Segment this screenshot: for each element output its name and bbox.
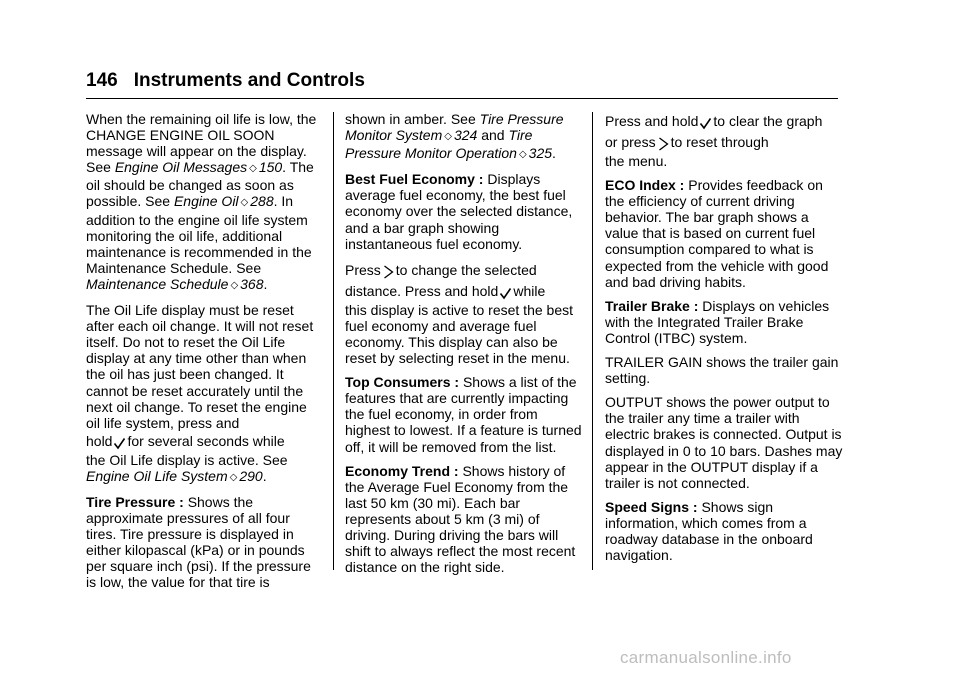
xref-engine-oil[interactable]: Engine Oil	[173, 193, 239, 210]
xref-engine-oil-life-system[interactable]: Engine Oil Life System	[86, 467, 228, 484]
term-economy-trend: Economy Trend :	[345, 462, 459, 479]
text: .	[552, 145, 556, 162]
xref-page[interactable]: 368	[240, 275, 264, 292]
text: Press and hold	[605, 113, 699, 129]
text: to clear the graph	[713, 113, 823, 129]
checkmark-icon	[112, 432, 127, 452]
diamond-ref-icon: ◇	[230, 279, 239, 291]
checkmark-icon	[698, 112, 713, 132]
section-title: Instruments and Controls	[133, 70, 365, 91]
text: the Oil Life display is active. See	[86, 451, 288, 468]
oil-life-reset-paragraph	[86, 302, 324, 486]
column-divider-2	[592, 112, 593, 570]
text: while	[513, 282, 546, 299]
text: distance. Press and hold	[345, 282, 499, 299]
column-1	[86, 111, 324, 599]
text: When the remaining oil life is low, the CHANGE ENGINE OIL SOON message will appear on the display. See	[86, 111, 317, 176]
xref-page[interactable]: 288	[250, 193, 274, 210]
term-trailer-brake: Trailer Brake :	[605, 297, 699, 314]
best-fuel-economy-reset	[345, 260, 583, 366]
diamond-ref-icon: ◇	[249, 163, 257, 175]
text: Shows a list of the features that are currently impacting the fuel economy, in order from highest to lowest. If a feature is turned off, it will be removed from the list.	[345, 374, 582, 455]
column-3	[605, 111, 843, 571]
speed-signs-paragraph	[605, 499, 843, 563]
text: .	[262, 467, 267, 484]
xref-page[interactable]: 324	[453, 127, 478, 144]
best-fuel-economy-paragraph	[345, 171, 583, 251]
diamond-ref-icon: ◇	[518, 149, 527, 161]
economy-trend-reset	[605, 111, 843, 169]
chevron-right-icon	[381, 261, 396, 281]
text: or press	[605, 134, 656, 150]
column-divider-1	[333, 112, 334, 570]
diamond-ref-icon: ◇	[229, 471, 238, 483]
diamond-ref-icon: ◇	[444, 131, 452, 143]
eco-index-paragraph	[605, 177, 843, 290]
chevron-right-icon	[656, 133, 671, 153]
text: The Oil Life display must be reset after each oil change. It will not reset itself. Do not to reset the Oil Life display at any time other than when the oil has just been changed. It cannot be reset accurately until the next oil change. To reset the engine oil life system, press and	[86, 302, 314, 431]
term-speed-signs: Speed Signs :	[605, 498, 698, 515]
term-top-consumers: Top Consumers :	[345, 374, 460, 391]
text: Press	[345, 261, 381, 278]
text: and	[481, 127, 505, 144]
xref-tire-pressure-monitor-system[interactable]: Tire Pressure Monitor System	[345, 111, 564, 144]
page-number: 146	[86, 70, 118, 91]
page-header	[86, 70, 838, 92]
top-consumers-paragraph	[345, 374, 583, 454]
xref-page[interactable]: 290	[239, 467, 263, 484]
tire-pressure-paragraph	[86, 494, 324, 591]
xref-tire-pressure-monitor-operation[interactable]: Tire Pressure Monitor Operation	[345, 127, 533, 162]
oil-life-low-paragraph	[86, 111, 324, 294]
text: Displays on vehicles with the Integrated Trailer Brake Control (ITBC) system.	[605, 297, 830, 346]
xref-maintenance-schedule[interactable]: Maintenance Schedule	[86, 275, 229, 292]
xref-page[interactable]: 150	[258, 159, 283, 176]
text: to reset through	[670, 134, 769, 150]
trailer-brake-paragraph	[605, 298, 843, 346]
checkmark-icon	[498, 282, 513, 302]
watermark: carmanualsonline.info	[620, 648, 792, 667]
output-paragraph: OUTPUT shows the power output to the trailer any time a trailer with electric brakes is connected. Output is displayed in 0 to 10 bars. Dashes may appear in the OUTPUT display if a trailer is not connected.	[605, 394, 843, 491]
text: .	[263, 275, 268, 292]
economy-trend-paragraph	[345, 463, 583, 576]
text: Shows the approximate pressures of all four tires. Tire pressure is displayed in either kilopascal (kPa) or in pounds per square inch (psi). If the pressure is low, the value for that tire is	[86, 493, 311, 591]
term-tire-pressure: Tire Pressure :	[86, 493, 184, 510]
term-best-fuel-economy: Best Fuel Economy :	[345, 171, 484, 188]
text: Provides feedback on the efficiency of current driving behavior. The bar graph shows a value that is based on current fuel consumption compared to what is expected from the vehicle with good and bad driving habits.	[605, 177, 829, 290]
xref-page[interactable]: 325	[528, 145, 553, 162]
text: hold	[86, 432, 113, 449]
text: Shows history of the Average Fuel Economy from the last 50 km (30 mi). Each bar represents about 5 km (3 mi) of driving. During driving the bars will shift to always reflect the most recent distance on the right side.	[345, 462, 576, 576]
header-rule	[86, 98, 838, 99]
text: shown in amber. See	[345, 111, 476, 127]
text: to change the selected	[395, 261, 537, 278]
diamond-ref-icon: ◇	[240, 197, 249, 209]
text: the menu.	[605, 153, 668, 169]
xref-engine-oil-messages[interactable]: Engine Oil Messages	[114, 159, 248, 176]
trailer-gain-paragraph: TRAILER GAIN shows the trailer gain setting.	[605, 354, 839, 387]
tire-pressure-continued	[345, 111, 583, 163]
text: Shows sign information, which comes from a roadway database in the onboard navigation.	[605, 498, 813, 564]
text: . The oil should be changed as soon as possible. See	[86, 159, 314, 210]
text: this display is active to reset the best fuel economy and average fuel economy. This display can also be reset by selecting reset in the menu.	[345, 301, 573, 367]
text: for several seconds while	[127, 432, 285, 449]
text: Displays average fuel economy, the best fuel economy over the selected distance, and a bar graph showing instantaneous fuel economy.	[345, 171, 573, 252]
column-2	[345, 111, 583, 583]
term-eco-index: ECO Index :	[605, 177, 685, 194]
text: . In addition to the engine oil life system monitoring the oil life, additional maintenance is recommended in the Maintenance Schedule. See	[86, 193, 312, 276]
